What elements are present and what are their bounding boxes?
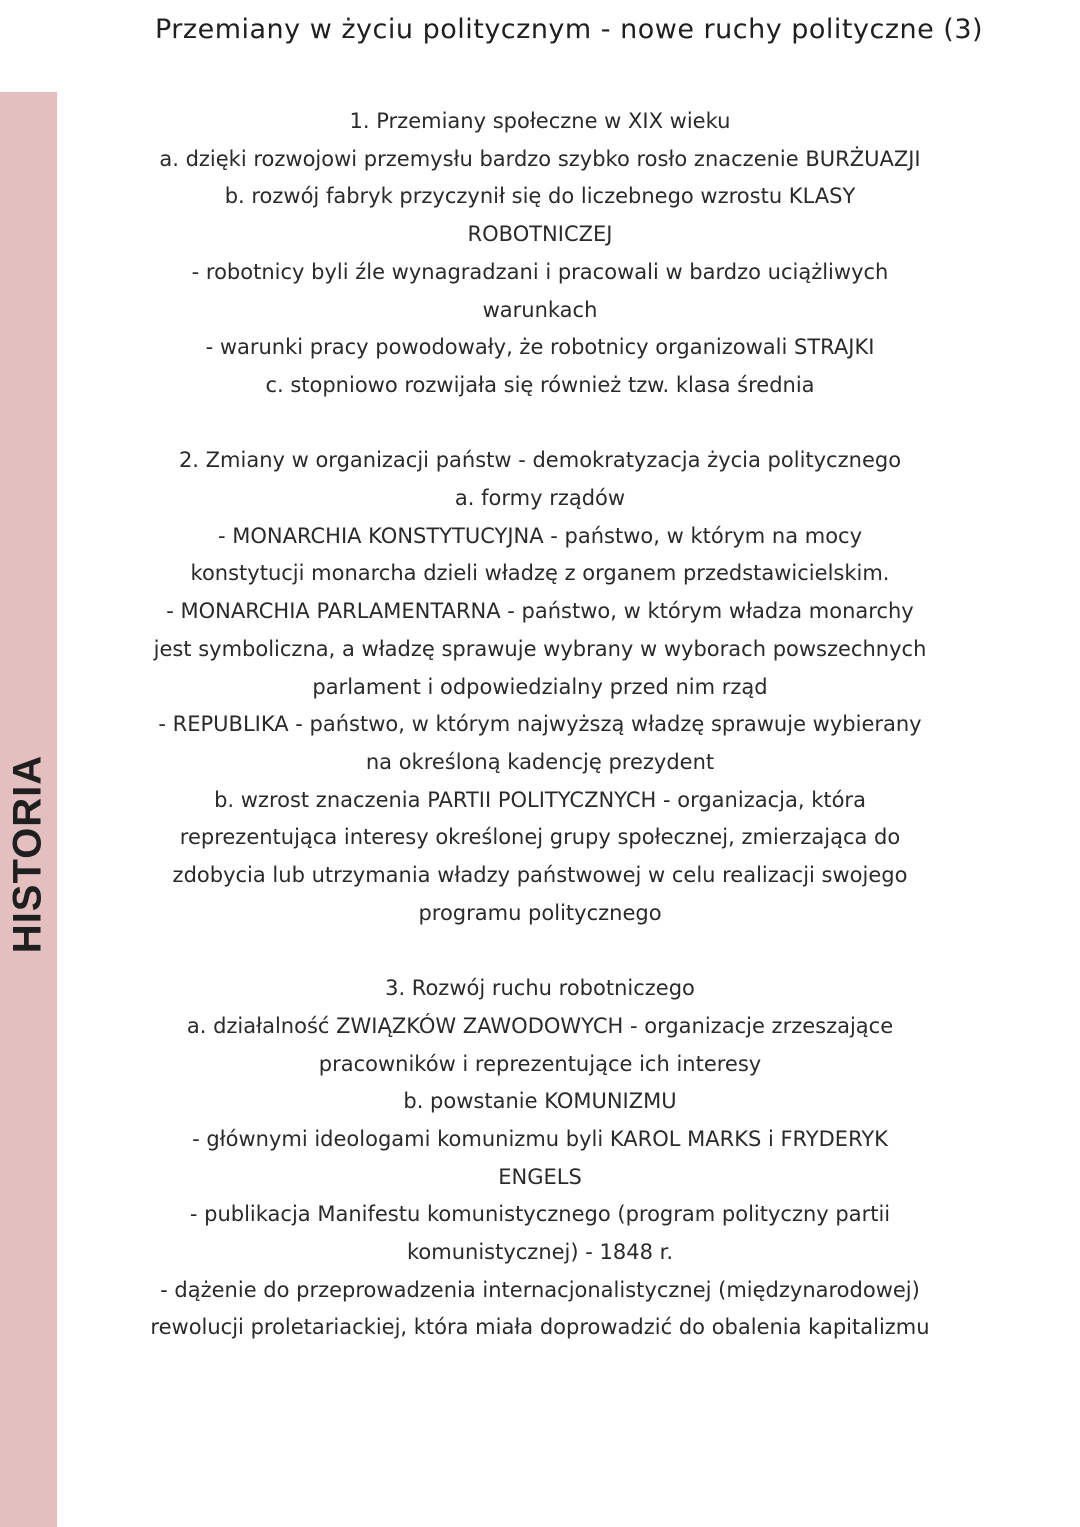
section-spacer <box>100 405 980 443</box>
text-line: komunistycznej) - 1848 r. <box>406 1240 674 1265</box>
text-line: b. wzrost znaczenia PARTII POLITYCZNYCH - organizacja, która <box>214 787 866 812</box>
section-3 <box>100 970 980 1347</box>
text-line: zdobycia lub utrzymania władzy państwowej w celu realizacji swojego <box>172 863 908 888</box>
text-line: - REPUBLIKA - państwo, w którym najwyższą władzę sprawuje wybierany <box>158 712 922 737</box>
text-line: - MONARCHIA PARLAMENTARNA - państwo, w którym władza monarchy <box>166 599 914 624</box>
page-title: Przemiany w życiu politycznym - nowe ruchy polityczne (3) <box>155 14 984 45</box>
text-line: konstytucji monarcha dzieli władzę z organem przedstawicielskim. <box>190 561 890 586</box>
text-line: - MONARCHIA KONSTYTUCYJNA - państwo, w którym na mocy <box>217 523 863 548</box>
text-line: - dążenie do przeprowadzenia internacjonalistycznej (międzynarodowej) <box>160 1277 920 1302</box>
text-line: - głównymi ideologami komunizmu byli KAROL MARKS i FRYDERYK <box>192 1126 888 1151</box>
notes-body <box>100 103 980 1347</box>
text-line: jest symboliczna, a władzę sprawuje wybrany w wyborach powszechnych <box>153 636 927 661</box>
text-line: a. dzięki rozwojowi przemysłu bardzo szybko rosło znaczenie BURŻUAZJI <box>159 146 921 171</box>
text-line: reprezentująca interesy określonej grupy społecznej, zmierzająca do <box>179 825 901 850</box>
text-line: a. formy rządów <box>454 486 626 511</box>
section-2 <box>100 442 980 932</box>
text-line: rewolucji proletariackiej, która miała doprowadzić do obalenia kapitalizmu <box>150 1315 930 1340</box>
text-line: pracowników i reprezentujące ich interesy <box>318 1051 762 1076</box>
text-line: b. powstanie KOMUNIZMU <box>403 1089 677 1114</box>
sidebar-label: HISTORIA <box>5 754 50 954</box>
text-line: na określoną kadencję prezydent <box>365 749 715 774</box>
text-line: - publikacja Manifestu komunistycznego (program polityczny partii <box>189 1202 891 1227</box>
text-line: programu politycznego <box>418 900 662 925</box>
section-heading: 1. Przemiany społeczne w XIX wieku <box>349 109 731 133</box>
text-line: a. działalność ZWIĄZKÓW ZAWODOWYCH - organizacje zrzeszające <box>186 1013 894 1038</box>
text-line: parlament i odpowiedzialny przed nim rząd <box>312 674 768 699</box>
section-heading: 3. Rozwój ruchu robotniczego <box>385 976 695 1001</box>
text-line: - robotnicy byli źle wynagradzani i pracowali w bardzo uciążliwych <box>191 259 889 284</box>
section-1 <box>100 103 980 405</box>
text-line: ENGELS <box>498 1164 582 1189</box>
text-line: - warunki pracy powodowały, że robotnicy organizowali STRAJKI <box>205 335 875 360</box>
text-line: c. stopniowo rozwijała się również tzw. klasa średnia <box>265 372 815 397</box>
text-line: warunkach <box>482 297 598 322</box>
section-spacer <box>100 932 980 970</box>
text-line: b. rozwój fabryk przyczynił się do liczebnego wzrostu KLASY <box>224 184 856 209</box>
section-heading: 2. Zmiany w organizacji państw - demokratyzacja życia politycznego <box>178 448 902 473</box>
sidebar-strip <box>0 92 57 1527</box>
text-line: ROBOTNICZEJ <box>467 222 613 247</box>
